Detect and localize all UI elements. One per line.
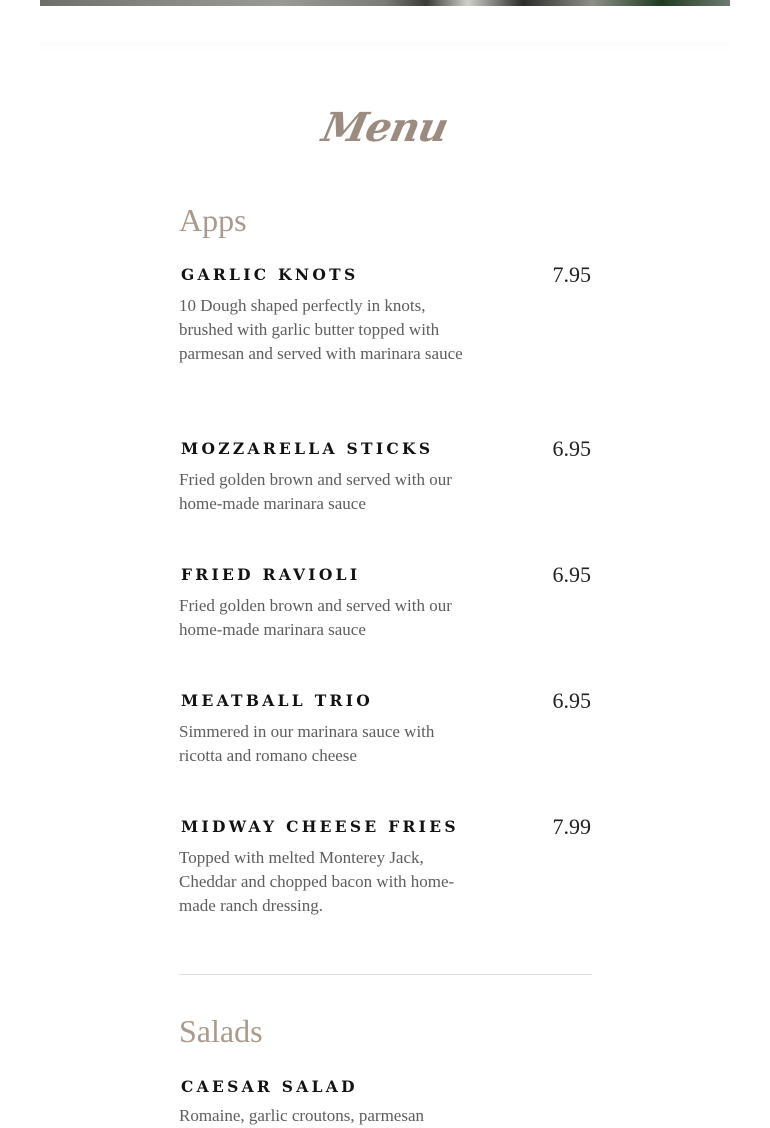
menu-item-price: 7.95 [552, 262, 591, 287]
menu-item-price: 7.99 [552, 814, 591, 839]
menu-item-name: MEATBALL TRIO [181, 691, 374, 710]
menu-item-description: Fried golden brown and served with our home-made marinara sauce [179, 470, 452, 513]
menu-item-name: CAESAR SALAD [181, 1077, 358, 1096]
menu-item-name: MOZZARELLA STICKS [181, 439, 434, 458]
menu-item-name: FRIED RAVIOLI [181, 565, 361, 584]
section-divider [179, 974, 592, 975]
menu-item-description: Topped with melted Monterey Jack, Cheddar and chopped bacon with home-made ranch dressing. [179, 848, 455, 915]
menu-item-description: Simmered in our marinara sauce with ricotta and romano cheese [179, 722, 435, 765]
hero-image [40, 0, 730, 6]
page-title: Menu [318, 104, 452, 151]
menu-item-price: 6.95 [552, 688, 591, 713]
section-title-salads: Salads [179, 1013, 263, 1049]
menu-item-name: GARLIC KNOTS [181, 265, 359, 284]
menu-item-description: Romaine, garlic croutons, parmesan [179, 1106, 425, 1125]
menu-item-description: 10 Dough shaped perfectly in knots, brushed with garlic butter topped with parmesan and served with marinara sauce [179, 296, 463, 363]
section-title-apps: Apps [179, 202, 247, 238]
menu-item-price: 6.95 [552, 436, 591, 461]
menu-item-price: 6.95 [552, 562, 591, 587]
hero-shadow-divider [40, 42, 730, 52]
menu-item-name: MIDWAY CHEESE FRIES [181, 817, 459, 836]
menu-item-description: Fried golden brown and served with our home-made marinara sauce [179, 596, 452, 639]
